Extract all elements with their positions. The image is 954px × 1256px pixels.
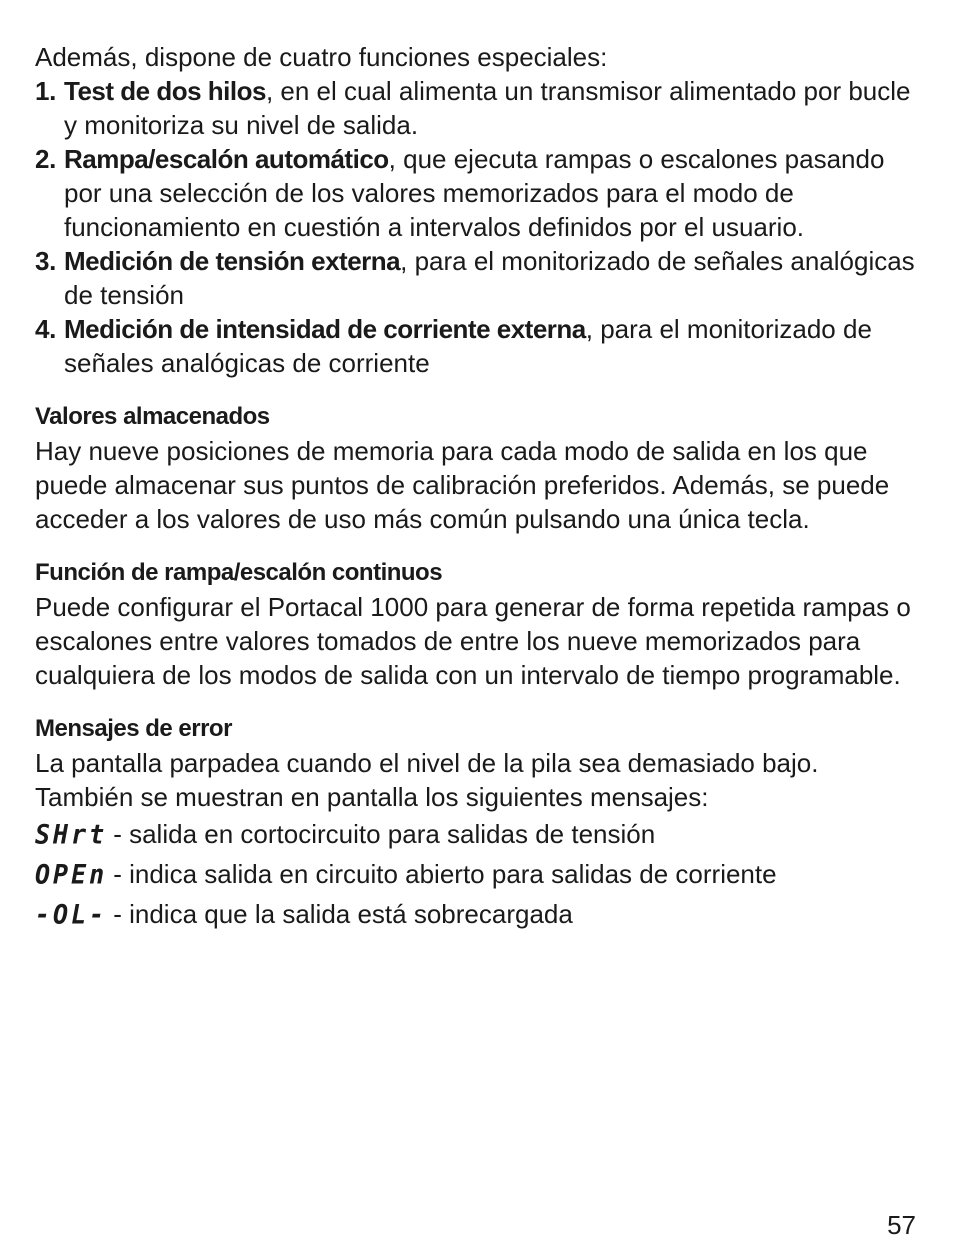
error-description: - salida en cortocircuito para salidas de tensión <box>113 818 656 849</box>
section-body-ramp: Puede configurar el Portacal 1000 para generar de forma repetida rampas o escalones entre valores tomados de entre los nueve memorizados para cualquiera de los modos de salida con un intervalo de tiempo programable. <box>35 592 911 690</box>
list-item <box>35 312 915 380</box>
function-term: Rampa/escalón automático <box>64 144 389 174</box>
error-code-display: OPEn <box>35 858 108 890</box>
section-heading-stored-values: Valores almacenados <box>35 403 270 430</box>
list-number: 4. <box>35 314 57 344</box>
error-description: - indica que la salida está sobrecargada <box>113 898 573 929</box>
manual-page <box>35 40 915 934</box>
function-term: Medición de tensión externa <box>64 246 401 276</box>
error-code-display: -OL- <box>35 898 108 930</box>
list-item <box>35 244 915 312</box>
section-heading-ramp: Función de rampa/escalón continuos <box>35 559 443 586</box>
error-description: - indica salida en circuito abierto para salidas de corriente <box>113 858 777 889</box>
section-body-errors: La pantalla parpadea cuando el nivel de la pila sea demasiado bajo. También se muestran en pantalla los siguientes mensajes: <box>35 748 819 812</box>
function-description: , que ejecuta rampas o escalones pasando por una selección de los valores memorizados para el modo de funcionamiento en cuestión a intervalos definidos por el usuario. <box>64 144 885 242</box>
page-number: 57 <box>887 1210 916 1240</box>
list-item <box>35 74 915 142</box>
section-heading-errors: Mensajes de error <box>35 715 232 742</box>
function-description: , para el monitorizado de señales analógicas de corriente <box>64 314 872 378</box>
list-item <box>35 142 915 244</box>
list-number: 2. <box>35 144 57 174</box>
intro-text: Además, dispone de cuatro funciones especiales: <box>35 42 608 72</box>
function-description: , para el monitorizado de señales analógicas de tensión <box>64 246 915 310</box>
error-message-item <box>35 814 915 854</box>
list-number: 3. <box>35 246 57 276</box>
function-description: , en el cual alimenta un transmisor alimentado por bucle y monitoriza su nivel de salida. <box>64 76 911 140</box>
list-number: 1. <box>35 76 57 106</box>
section-body-stored-values: Hay nueve posiciones de memoria para cada modo de salida en los que puede almacenar sus puntos de calibración preferidos. Además, se puede acceder a los valores de uso más común pulsando una única tecla. <box>35 436 890 534</box>
special-functions-list <box>35 74 915 380</box>
error-message-item <box>35 894 915 934</box>
error-message-item <box>35 854 915 894</box>
function-term: Test de dos hilos <box>64 76 266 106</box>
error-code-display: SHrt <box>35 818 108 850</box>
function-term: Medición de intensidad de corriente externa <box>64 314 586 344</box>
